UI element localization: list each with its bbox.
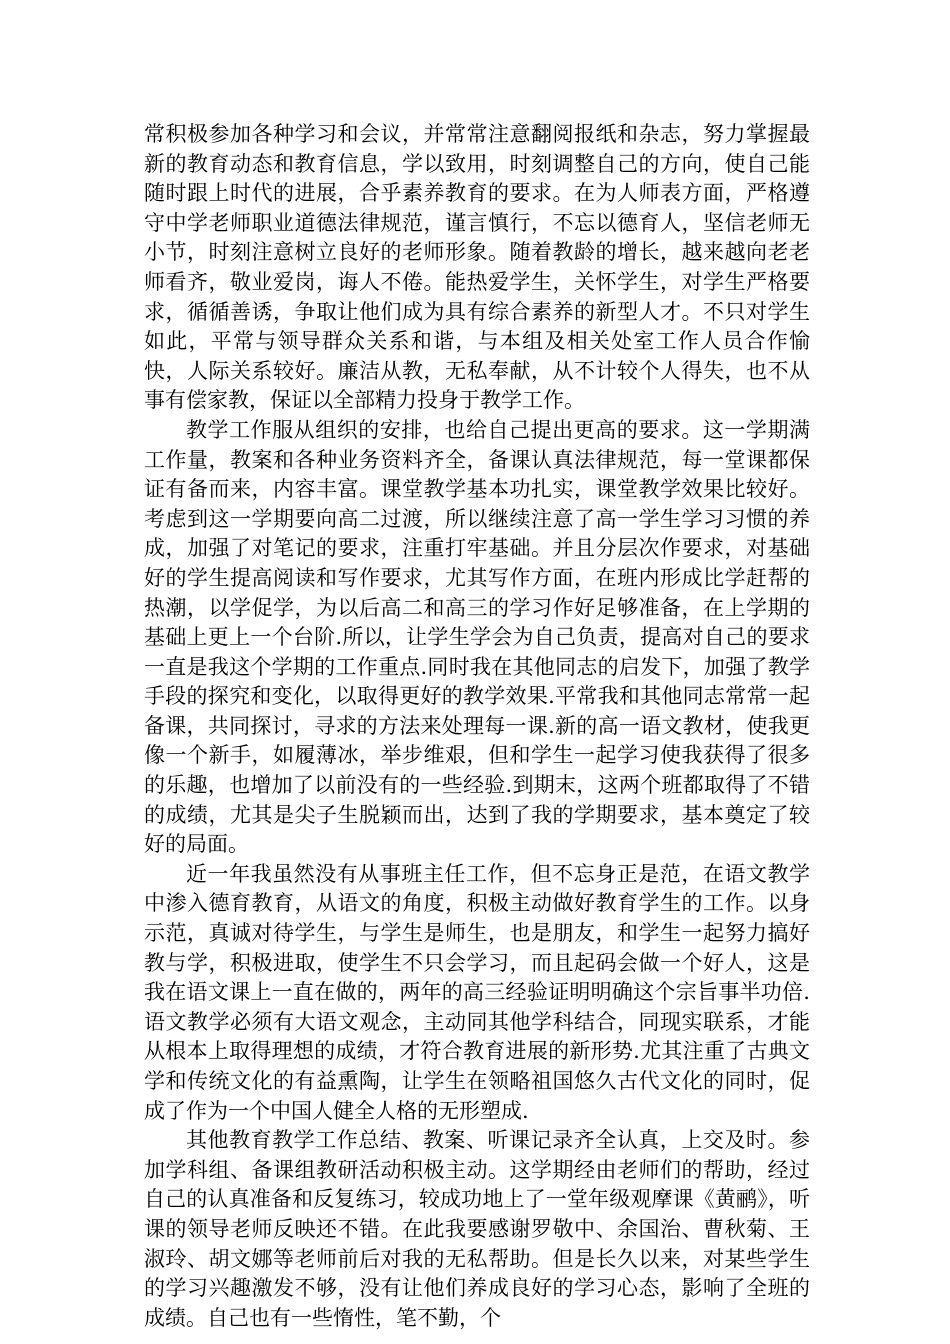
paragraph-2: 教学工作服从组织的安排，也给自己提出更高的要求。这一学期满工作量，教案和各种业务资料齐全，备课认真法律规范，每一堂课都保证有备而来，内容丰富。课堂教学基本功扎实，课堂教学效果比较好。考虑到这一学期要向高二过渡，所以继续注意了高一学生学习习惯的养成，加强了对笔记的要求，注重打牢基础。并且分层次作要求，对基础好的学生提高阅读和写作要求，尤其写作方面，在班内形成比学赶帮的热潮，以学促学，为以后高二和高三的学习作好足够准备，在上学期的基础上更上一个台阶.所以，让学生学会为自己负责，提高对自己的要求一直是我这个学期的工作重点.同时我在其他同志的启发下，加强了教学手段的探究和变化，以取得更好的教学效果.平常我和其他同志常常一起备课，共同探讨，寻求的方法来处理每一课.新的高一语文教材，使我更像一个新手，如履薄冰，举步维艰，但和学生一起学习使我获得了很多的乐趣，也增加了以前没有的一些经验.到期末，这两个班都取得了不错的成绩，尤其是尖子生脱颖而出，达到了我的学期要求，基本奠定了较好的局面。 — [144, 417, 810, 857]
paragraph-3: 近一年我虽然没有从事班主任工作，但不忘身正是范，在语文教学中渗入德育教育，从语文的角度，积极主动做好教育学生的工作。以身示范，真诚对待学生，与学生是师生，也是朋友，和学生一起努力搞好教与学，积极进取，使学生不只会学习，而且起码会做一个好人，这是我在语文课上一直在做的，两年的高三经验证明明确这个宗旨事半功倍.语文教学必须有大语文观念，主动同其他学科结合，同现实联系，才能从根本上取得理想的成绩，才符合教育进展的新形势.尤其注重了古典文学和传统文化的有益熏陶，让学生在领略祖国悠久古代文化的同时，促成了作为一个中国人健全人格的无形塑成. — [144, 861, 810, 1123]
paragraph-1: 常积极参加各种学习和会议，并常常注意翻阅报纸和杂志，努力掌握最新的教育动态和教育信息，学以致用，时刻调整自己的方向，使自己能随时跟上时代的进展，合乎素养教育的要求。在为人师表方面，严格遵守中学老师职业道德法律规范，谨言慎行，不忘以德育人，坚信老师无小节，时刻注意树立良好的老师形象。随着教龄的增长，越来越向老老师看齐，敬业爱岗，诲人不倦。能热爱学生，关怀学生，对学生严格要求，循循善诱，争取让他们成为具有综合素养的新型人才。不只对学生如此，平常与领导群众关系和谐，与本组及相关处室工作人员合作愉快，人际关系较好。廉洁从教，无私奉献，从不计较个人得失，也不从事有偿家教，保证以全部精力投身于教学工作。 — [144, 122, 810, 413]
document-page — [144, 120, 810, 1333]
paragraph-4: 其他教育教学工作总结、教案、听课记录齐全认真，上交及时。参加学科组、备课组教研活动积极主动。这学期经由老师们的帮助，经过自己的认真准备和反复练习，较成功地上了一堂年级观摩课《黄鹂》，听课的领导老师反映还不错。在此我要感谢罗敬中、余国治、曹秋菊、王淑玲、胡文娜等老师前后对我的无私帮助。但是长久以来，对某些学生的学习兴趣激发不够，没有让他们养成良好的学习心态，影响了全班的成绩。自己也有一些惰性，笔不勤，个 — [144, 1128, 810, 1330]
